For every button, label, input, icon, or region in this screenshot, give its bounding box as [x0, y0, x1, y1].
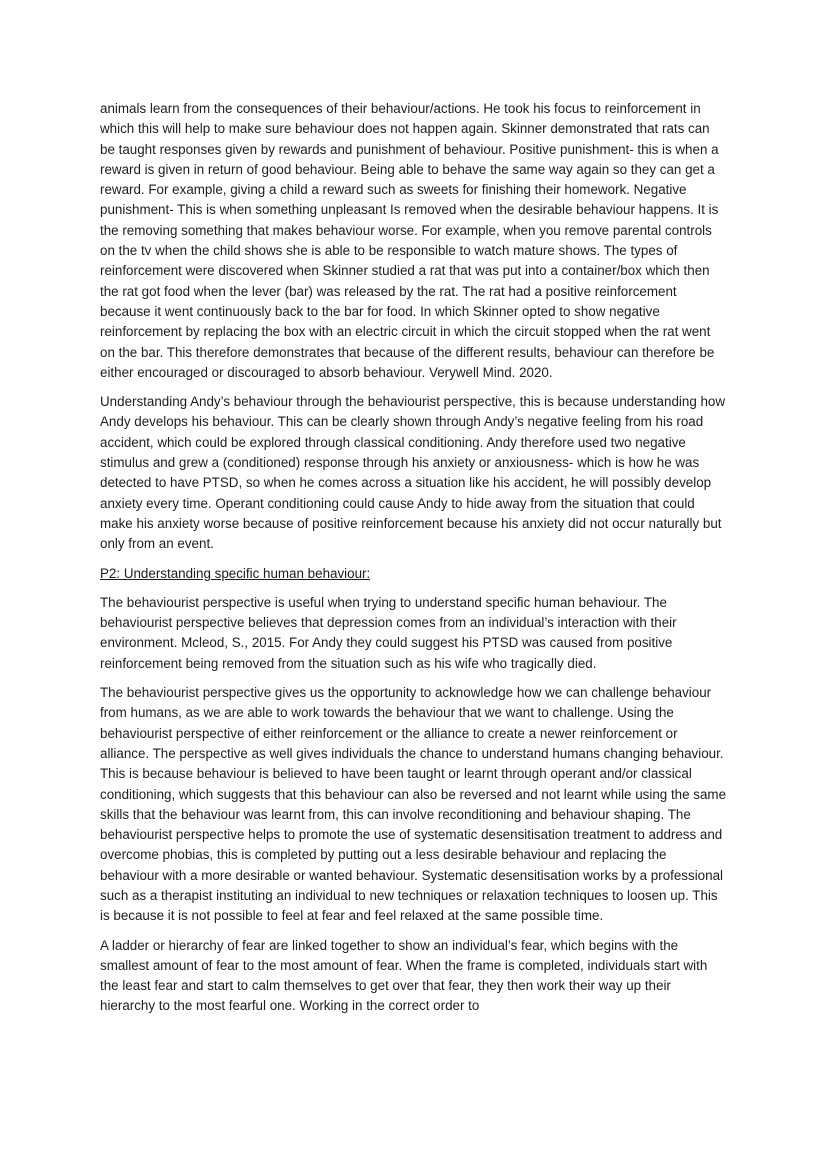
- paragraph-challenge-behaviour: The behaviourist perspective gives us the opportunity to acknowledge how we can challenge behaviour from humans, as we are able to work towards the behaviour that we want to challenge. Using the behaviourist perspective of either reinforcement or the alliance to create a newer reinforcement or alliance. The perspective as well gives individuals the chance to understand humans changing behaviour. This is because behaviour is believed to have been taught or learnt through operant and/or classical conditioning, which suggests that this behaviour can also be reversed and not learnt while using the same skills that the behaviour was learnt from, this can involve reconditioning and behaviour shaping. The behaviourist perspective helps to promote the use of systematic desensitisation treatment to address and overcome phobias, this is completed by putting out a less desirable behaviour and replacing the behaviour with a more desirable or wanted behaviour. Systematic desensitisation works by a professional such as a therapist instituting an individual to new techniques or relaxation techniques to loosen up. This is because it is not possible to feel at fear and feel relaxed at the same possible time.: [100, 685, 727, 924]
- document-body: [100, 99, 728, 1026]
- paragraph-hierarchy-of-fear: A ladder or hierarchy of fear are linked together to show an individual’s fear, which begins with the smallest amount of fear to the most amount of fear. When the frame is completed, individuals start with the least fear and start to calm themselves to get over that fear, they then work their way up their hierarchy to the most fearful one. Working in the correct order to: [100, 937, 708, 1014]
- paragraph-specific-behaviour: The behaviourist perspective is useful when trying to understand specific human behaviour. The behaviourist perspective believes that depression comes from an individual’s interaction with their environment. Mcleod, S., 2015. For Andy they could suggest his PTSD was caused from positive reinforcement being removed from the situation such as his wife who tragically died.: [100, 594, 677, 671]
- paragraph-andy-behaviour: Understanding Andy’s behaviour through the behaviourist perspective, this is because understanding how Andy develops his behaviour. This can be clearly shown through Andy’s negative feeling from his road accident, which could be explored through classical conditioning. Andy therefore used two negative stimulus and grew a (conditioned) response through his anxiety or anxiousness- which is how he was detected to have PTSD, so when he comes across a situation like his accident, he will possibly develop anxiety every time. Operant conditioning could cause Andy to hide away from the situation that could make his anxiety worse because of positive reinforcement because his anxiety did not occur naturally but only from an event.: [100, 394, 726, 552]
- paragraph-skinner-reinforcement: animals learn from the consequences of their behaviour/actions. He took his focus to reinforcement in which this will help to make sure behaviour does not happen again. Skinner demonstrated that rats can be taught responses given by rewards and punishment of behaviour. Positive punishment- this is when a reward is given in return of good behaviour. Being able to behave the same way again so they can get a reward. For example, giving a child a reward such as sweets for finishing their homework. Negative punishment- This is when something unpleasant Is removed when the desirable behaviour happens. It is the removing something that makes behaviour worse. For example, when you remove parental controls on the tv when the child shows she is able to be responsible to watch mature shows. The types of reinforcement were discovered when Skinner studied a rat that was put into a container/box which then the rat got food when the lever (bar) was released by the rat. The rat had a positive reinforcement because it went continuously back to the bar for food. In which Skinner opted to show negative reinforcement by replacing the box with an electric circuit in which the circuit stopped when the rat went on the bar. This therefore demonstrates that because of the different results, behaviour can therefore be either encouraged or discouraged to absorb behaviour. Verywell Mind. 2020.: [100, 101, 719, 380]
- section-heading-p2: P2: Understanding specific human behaviour:: [100, 565, 371, 581]
